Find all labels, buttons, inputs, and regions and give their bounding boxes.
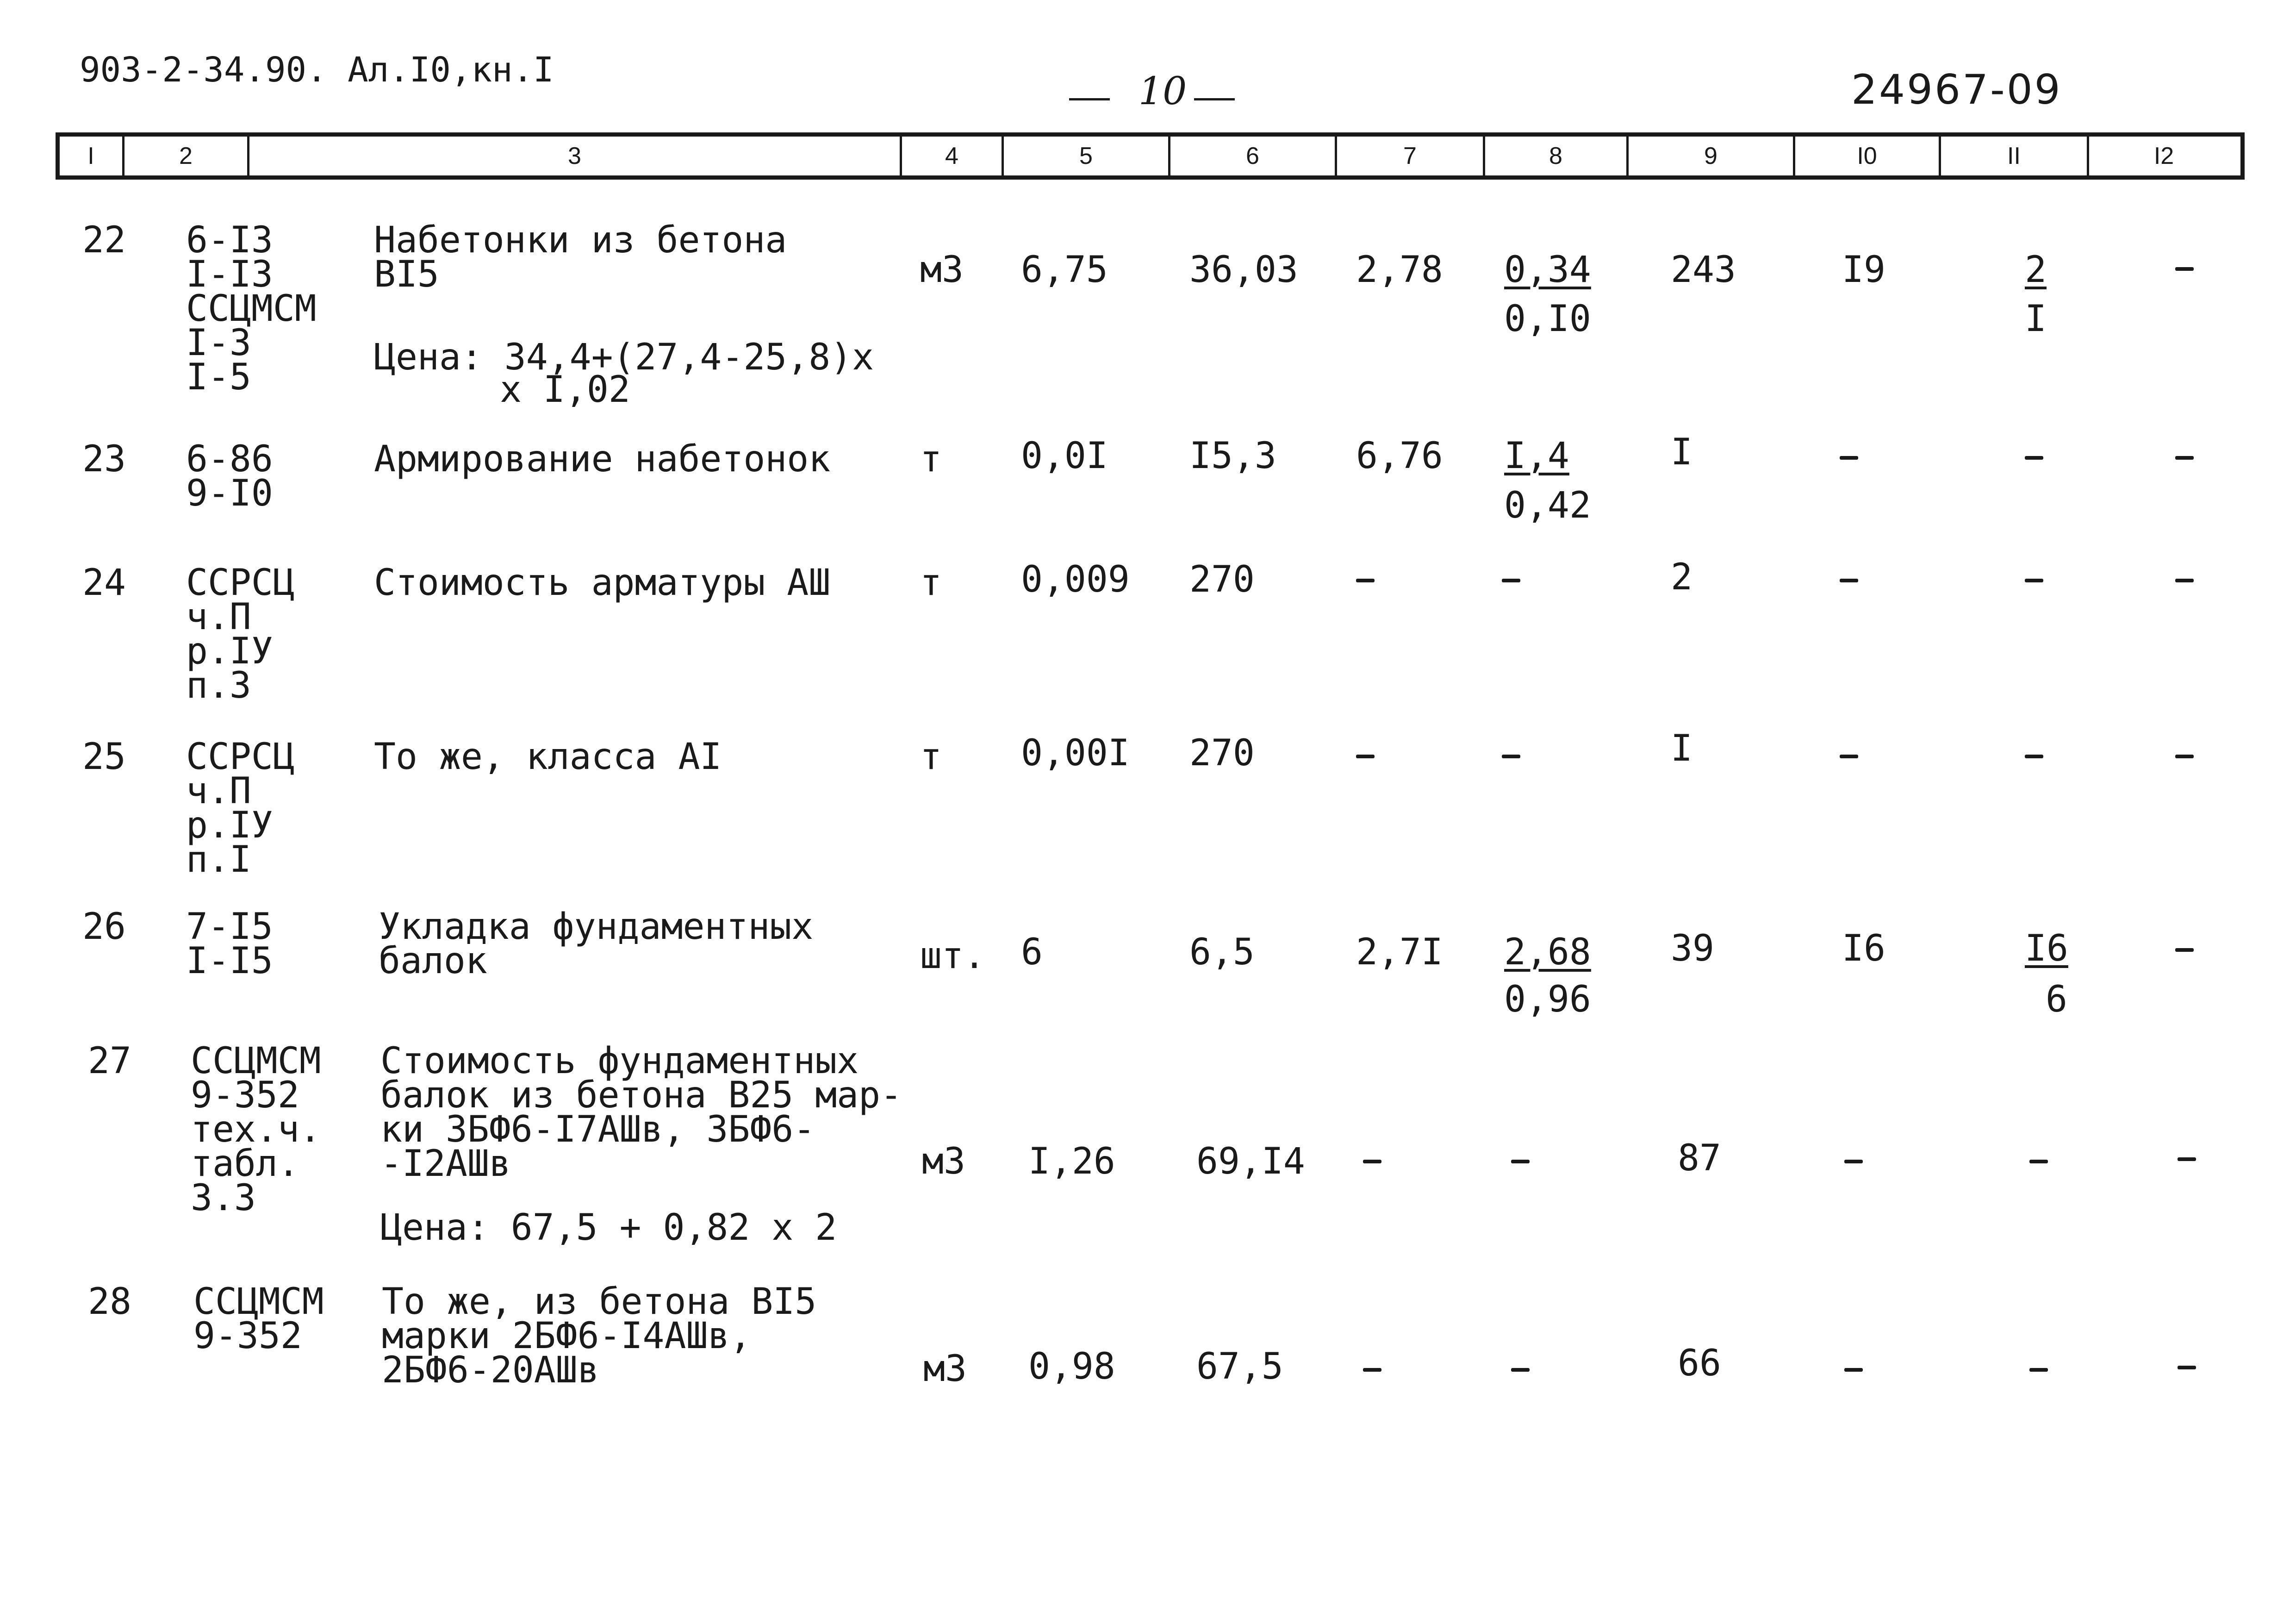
row-quantity: 6 [1021, 931, 1043, 973]
row-unit: м3 [923, 1348, 967, 1390]
row-description: балок [379, 940, 487, 982]
row-col12-dash [2178, 1366, 2196, 1369]
row-code: ССРСЦ [186, 736, 295, 778]
row-col10: I9 [1842, 249, 1885, 291]
row-price-formula: Цена: 67,5 + 0,82 х 2 [380, 1207, 837, 1249]
document-reference: 903-2-34.90. Ал.I0,кн.I [80, 50, 554, 90]
row-col11-dash [2029, 1160, 2048, 1163]
row-code: I-I3 [186, 254, 273, 295]
page-number: 10 [1139, 69, 1187, 113]
row-col7-dash [1356, 579, 1375, 582]
row-col6: 270 [1189, 732, 1255, 774]
row-col8-dash [1511, 1368, 1530, 1372]
row-col8-bottom: 0,42 [1504, 485, 1591, 526]
row-unit: м3 [922, 1141, 965, 1182]
column-header-5: 5 [1004, 137, 1170, 175]
row-quantity: 0,98 [1028, 1346, 1115, 1387]
row-number: 24 [82, 562, 126, 604]
document-code: 24967-09 [1851, 66, 2062, 113]
row-col9: 87 [1678, 1137, 1721, 1179]
row-col7-dash [1363, 1160, 1381, 1163]
row-code: тех.ч. [191, 1109, 321, 1150]
column-number-header [56, 132, 2245, 180]
row-code: 3.3 [191, 1177, 256, 1219]
row-col11-dash [2029, 1368, 2048, 1372]
row-code: 7-I5 [186, 906, 273, 948]
row-code: 6-86 [186, 438, 273, 480]
row-col12-dash [2178, 1157, 2196, 1161]
column-header-8: 8 [1485, 137, 1629, 175]
row-number: 28 [88, 1281, 131, 1323]
row-col10-dash [1840, 755, 1858, 758]
row-col10-dash [1840, 456, 1858, 460]
row-unit: м3 [920, 249, 964, 291]
row-col8-dash [1511, 1160, 1530, 1163]
row-col9: 39 [1671, 928, 1714, 969]
row-description: То же, класса АI [374, 736, 722, 778]
row-col9: I [1671, 728, 1692, 769]
row-col6: 270 [1189, 559, 1255, 600]
row-quantity: I,26 [1028, 1141, 1115, 1182]
row-code: ч.П [186, 596, 251, 638]
row-description: Стоимость фундаментных [380, 1040, 859, 1082]
row-col7: 6,76 [1356, 435, 1443, 477]
row-col12-dash [2175, 267, 2194, 271]
row-col8-top: 0,34 [1504, 249, 1591, 291]
row-unit: т [920, 736, 942, 778]
column-header-11: II [1941, 137, 2089, 175]
row-col11-top: 2 [2025, 249, 2047, 291]
row-col7: 2,7I [1356, 931, 1443, 973]
row-col11-dash [2025, 456, 2043, 460]
row-col8-bottom: 0,I0 [1504, 298, 1591, 340]
row-unit: шт. [920, 935, 985, 977]
row-col11-bottom: I [2025, 298, 2047, 340]
row-description: Стоимость арматуры АШ [374, 562, 831, 604]
row-price-formula: Цена: 34,4+(27,4-25,8)х [374, 337, 874, 378]
row-col11-dash [2025, 755, 2043, 758]
row-code: р.IУ [186, 631, 273, 672]
column-header-12: I2 [2153, 143, 2174, 169]
row-col8-dash [1502, 755, 1520, 758]
row-price-formula: х I,02 [500, 369, 630, 411]
row-description: ки 3БФ6-I7АШв, 3БФ6- [380, 1109, 815, 1150]
row-description: То же, из бетона BI5 [382, 1281, 817, 1323]
row-col12-dash [2175, 579, 2194, 582]
row-code: ССЦМСМ [193, 1281, 324, 1323]
row-quantity: 0,009 [1021, 559, 1130, 600]
row-number: 22 [82, 219, 126, 261]
row-code: 9-I0 [186, 473, 273, 514]
row-col6: I5,3 [1189, 435, 1276, 477]
column-header-7: 7 [1337, 137, 1485, 175]
row-code: п.3 [186, 665, 251, 706]
row-quantity: 0,0I [1021, 435, 1108, 477]
row-code: ССЦМСМ [186, 288, 317, 330]
column-header-3: 3 [249, 137, 902, 175]
row-description: Укладка фундаментных [379, 906, 814, 948]
row-col7: 2,78 [1356, 249, 1443, 291]
page-number-dash-right [1194, 98, 1235, 100]
row-col9: 66 [1678, 1343, 1721, 1384]
row-col9: 2 [1671, 556, 1692, 598]
row-description: марки 2БФ6-I4АШв, [382, 1315, 752, 1357]
row-code: ССЦМСМ [191, 1040, 321, 1082]
row-code: п.I [186, 839, 251, 881]
row-description: Набетонки из бетона [374, 219, 787, 261]
row-code: 9-352 [191, 1074, 299, 1116]
row-col11-dash [2025, 579, 2043, 582]
row-col9: I [1671, 431, 1692, 473]
row-col8-top: I,4 [1504, 435, 1569, 477]
row-description: балок из бетона В25 мар- [380, 1074, 902, 1116]
row-col6: 36,03 [1189, 249, 1298, 291]
row-col12-dash [2175, 948, 2194, 952]
row-col6: 67,5 [1196, 1346, 1283, 1387]
row-col6: 6,5 [1189, 931, 1255, 973]
row-col11-top: I6 [2025, 928, 2068, 969]
column-header-10: I0 [1795, 137, 1941, 175]
column-header-1: I [60, 137, 124, 175]
page-number-dash-left [1069, 98, 1110, 100]
row-col12-dash [2175, 755, 2194, 758]
row-code: ч.П [186, 770, 251, 812]
row-col11-bottom: 6 [2046, 979, 2067, 1020]
row-col10-dash [1844, 1160, 1863, 1163]
row-number: 25 [82, 736, 126, 778]
row-quantity: 6,75 [1021, 249, 1108, 291]
row-col10-dash [1844, 1368, 1863, 1372]
row-col8-top: 2,68 [1504, 931, 1591, 973]
row-quantity: 0,00I [1021, 732, 1130, 774]
row-description: 2БФ6-20АШв [382, 1349, 599, 1391]
row-col12-dash [2175, 456, 2194, 460]
row-unit: т [920, 562, 942, 604]
row-description: BI5 [374, 254, 439, 295]
column-header-6: 6 [1170, 137, 1337, 175]
row-code: р.IУ [186, 805, 273, 846]
row-col9: 243 [1671, 249, 1736, 291]
row-code: 9-352 [193, 1315, 302, 1357]
row-unit: т [920, 438, 942, 480]
row-description: -I2АШв [380, 1143, 511, 1185]
row-col7-dash [1356, 755, 1375, 758]
row-col7-dash [1363, 1368, 1381, 1372]
row-col8-bottom: 0,96 [1504, 979, 1591, 1020]
row-col10-dash [1840, 579, 1858, 582]
row-description: Армирование набетонок [374, 438, 831, 480]
column-header-4: 4 [902, 137, 1004, 175]
row-code: ССРСЦ [186, 562, 295, 604]
row-number: 26 [82, 906, 126, 948]
row-code: I-I5 [186, 940, 273, 982]
row-col8-dash [1502, 579, 1520, 582]
column-header-2: 2 [124, 137, 249, 175]
row-number: 23 [82, 438, 126, 480]
row-code: 6-I3 [186, 219, 273, 261]
row-col10: I6 [1842, 928, 1885, 969]
row-number: 27 [88, 1040, 131, 1082]
row-col6: 69,I4 [1196, 1141, 1305, 1182]
column-header-9: 9 [1629, 137, 1795, 175]
row-code: I-3 [186, 322, 251, 364]
row-code: табл. [191, 1143, 299, 1185]
row-code: I-5 [186, 356, 251, 398]
